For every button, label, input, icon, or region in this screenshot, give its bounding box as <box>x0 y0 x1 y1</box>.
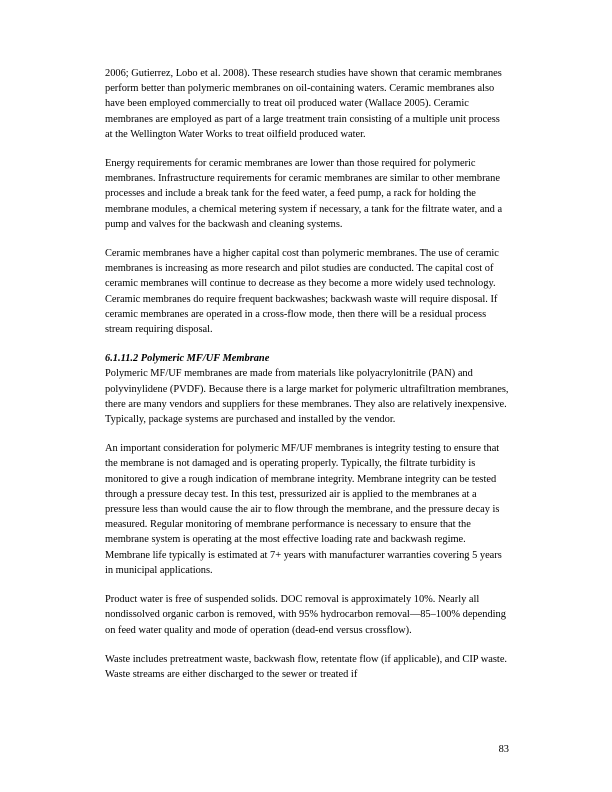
paragraph: Product water is free of suspended solids. DOC removal is approximately 10%. Nearly all nondissolved organic carbon is removed, with 95% hydrocarbon removal—85–100% depending on feed water quality and mode of operation (dead-end versus crossflow). <box>105 594 506 636</box>
paragraph: Ceramic membranes have a higher capital cost than polymeric membranes. The use of ceramic membranes is increasing as more research and pilot studies are conducted. The capital cost of ceramic membranes will continue to decrease as they become a more widely used technology. Ceramic membranes do require frequent backwashes; backwash waste will require disposal. If ceramic membranes are operated in a cross-flow mode, then there will be a residual process stream requiring disposal. <box>105 248 499 336</box>
paragraph: Energy requirements for ceramic membranes are lower than those required for polymeric membranes. Infrastructure requirements for ceramic membranes are similar to other membrane processes and include a break tank for the feed water, a feed pump, a rack for holding the membrane modules, a chemical metering system if necessary, a tank for the filtrate water, and a pump and valves for the backwash and cleaning systems. <box>105 158 503 230</box>
page-body <box>105 66 509 696</box>
section-heading: 6.1.11.2 Polymeric MF/UF Membrane <box>105 353 270 365</box>
paragraph: Waste includes pretreatment waste, backwash flow, retentate flow (if applicable), and CIP waste. Waste streams are either discharged to the sewer or treated if <box>105 653 508 680</box>
paragraph: An important consideration for polymeric MF/UF membranes is integrity testing to ensure that the membrane is not damaged and is operating properly. Typically, the filtrate turbidity is monitored to give a rough indication of membrane integrity. Membrane integrity can be tested through a pressure decay test. In this test, pressurized air is applied to the membranes at a pressure less than would cause the air to flow through the membrane, and the pressure decay is measured. Regular monitoring of membrane performance is necessary to ensure that the membrane system is operating at the most effective loading rate and backwash regime. Membrane life typically is estimated at 7+ years with manufacturer warranties covering 5 years in municipal applications. <box>105 443 502 576</box>
paragraph: 2006; Gutierrez, Lobo et al. 2008). These research studies have shown that ceramic membranes perform better than polymeric membranes on oil-containing waters. Ceramic membranes also have been employed commercially to treat oil produced water (Wallace 2005). Ceramic membranes are employed as part of a large treatment train consisting of a multiple unit process at the Wellington Water Works to treat oilfield produced water. <box>105 68 502 140</box>
paragraph: Polymeric MF/UF membranes are made from materials like polyacrylonitrile (PAN) and polyvinylidene (PVDF). Because there is a large market for polymeric ultrafiltration membranes, there are many vendors and suppliers for these membranes. They also are relatively inexpensive. Typically, package systems are purchased and installed by the vendor. <box>105 368 509 426</box>
page-number: 83 <box>498 744 509 755</box>
section-heading-block <box>105 351 509 366</box>
